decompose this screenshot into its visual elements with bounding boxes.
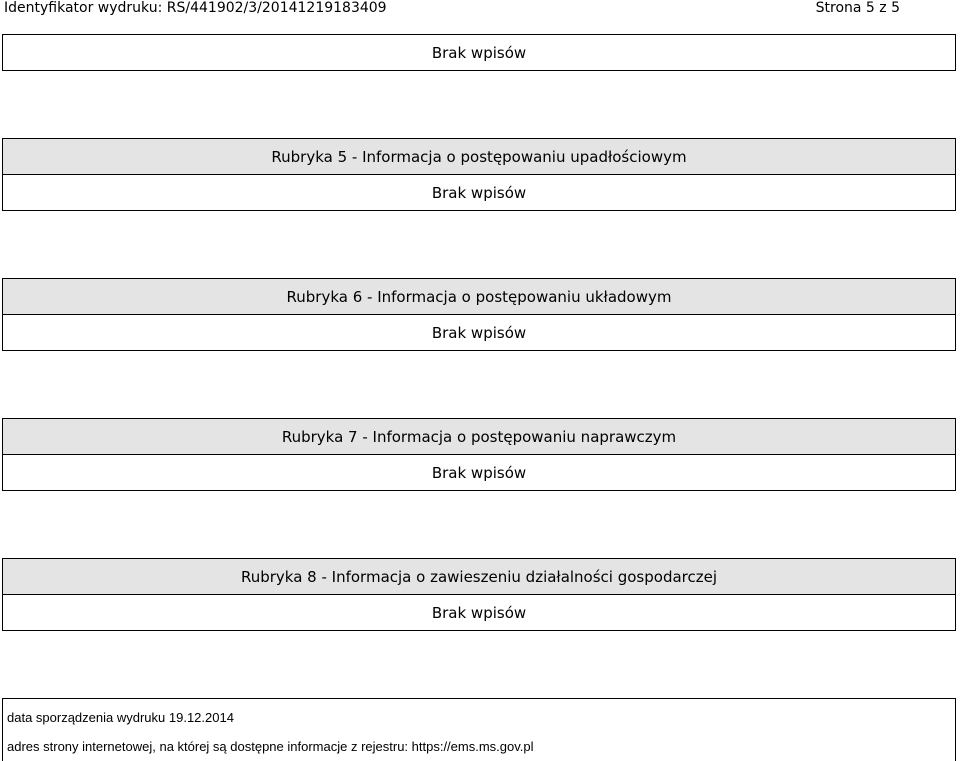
section-entry: Brak wpisów: [2, 594, 956, 631]
print-date: data sporządzenia wydruku 19.12.2014: [7, 710, 234, 725]
section-entry: Brak wpisów: [2, 174, 956, 211]
section-title-rubryka-5: Rubryka 5 - Informacja o postępowaniu upadłościowym: [2, 138, 956, 175]
print-identifier: Identyfikator wydruku: RS/441902/3/20141219183409: [4, 0, 387, 16]
section-entry: Brak wpisów: [2, 314, 956, 351]
section-entry: Brak wpisów: [2, 34, 956, 71]
section-entry: Brak wpisów: [2, 454, 956, 491]
registry-address: adres strony internetowej, na której są dostępne informacje z rejestru: https://ems.ms.gov.pl: [7, 739, 534, 754]
section-title-rubryka-7: Rubryka 7 - Informacja o postępowaniu naprawczym: [2, 418, 956, 455]
print-footer: [2, 698, 956, 761]
section-title-rubryka-8: Rubryka 8 - Informacja o zawieszeniu działalności gospodarczej: [2, 558, 956, 595]
page-number: Strona 5 z 5: [815, 0, 900, 16]
section-title-rubryka-6: Rubryka 6 - Informacja o postępowaniu układowym: [2, 278, 956, 315]
